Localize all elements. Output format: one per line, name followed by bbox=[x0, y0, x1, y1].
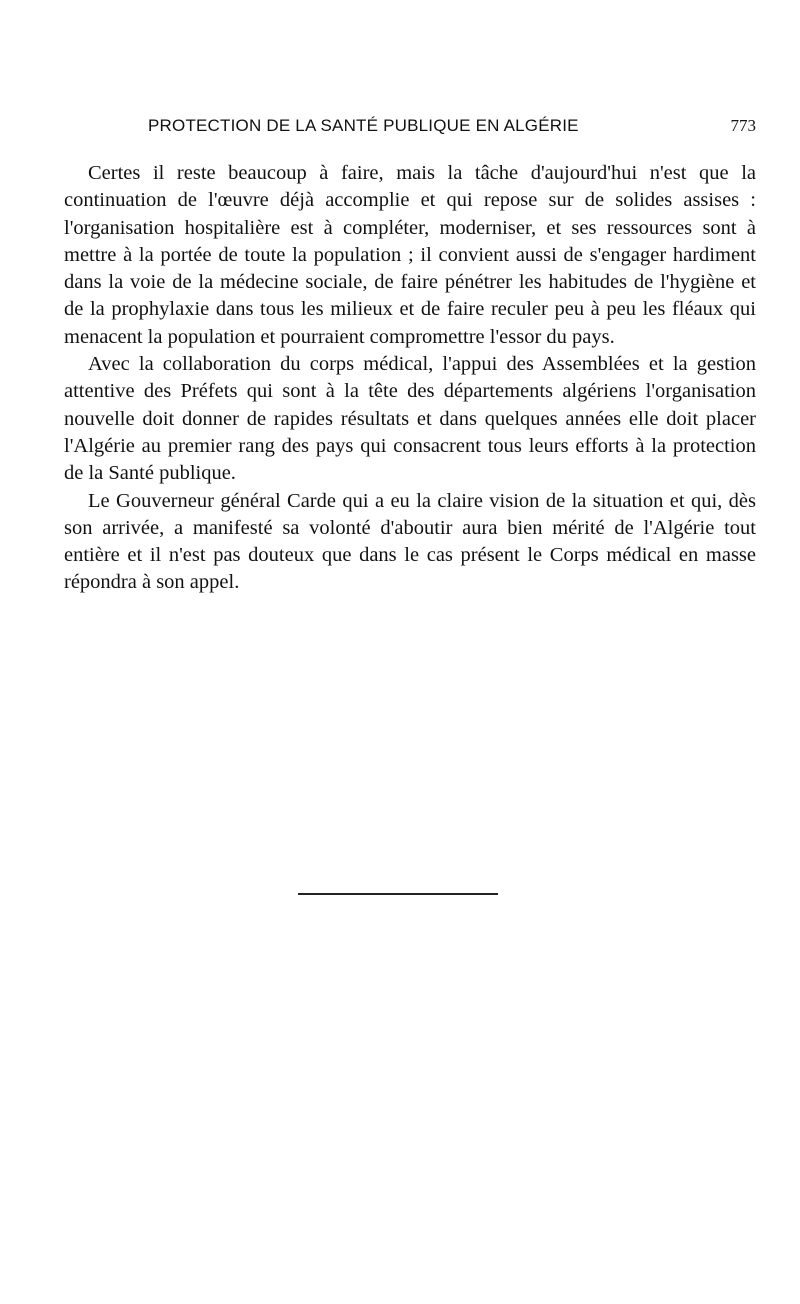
running-title: PROTECTION DE LA SANTÉ PUBLIQUE EN ALGÉRIE bbox=[148, 116, 579, 135]
running-head bbox=[64, 116, 756, 142]
paragraph: Certes il reste beaucoup à faire, mais la tâche d'aujourd'hui n'est que la continuation de l'œuvre déjà accomplie et qui repose sur de solides assises : l'organisation hospitalière est à compléter, moderniser, et ses ressources sont à mettre à la portée de toute la population ; il convient aussi de s'engager hardiment dans la voie de la médecine sociale, de faire pénétrer les habitudes de l'hygiène et de la prophylaxie dans tous les milieux et de faire reculer peu à peu les fléaux qui menacent la population et pourraient compromettre l'essor du pays. bbox=[64, 162, 756, 348]
paragraph: Avec la collaboration du corps médical, l'appui des Assemblées et la gestion attentive des Préfets qui sont à la tête des départements algériens l'organisation nouvelle doit donner de rapides résultats et dans quelques années elle doit placer l'Algérie au premier rang des pays qui consacrent tous leurs efforts à la protection de la Santé publique. bbox=[64, 353, 756, 485]
page-number: 773 bbox=[730, 116, 756, 135]
end-rule bbox=[298, 893, 498, 895]
body-text bbox=[64, 160, 756, 597]
paragraph: Le Gouverneur général Carde qui a eu la claire vision de la situation et qui, dès son arrivée, a manifesté sa volonté d'aboutir aura bien mérité de l'Algérie tout entière et il n'est pas douteux que dans le cas présent le Corps médical en masse répondra à son appel. bbox=[64, 489, 756, 594]
